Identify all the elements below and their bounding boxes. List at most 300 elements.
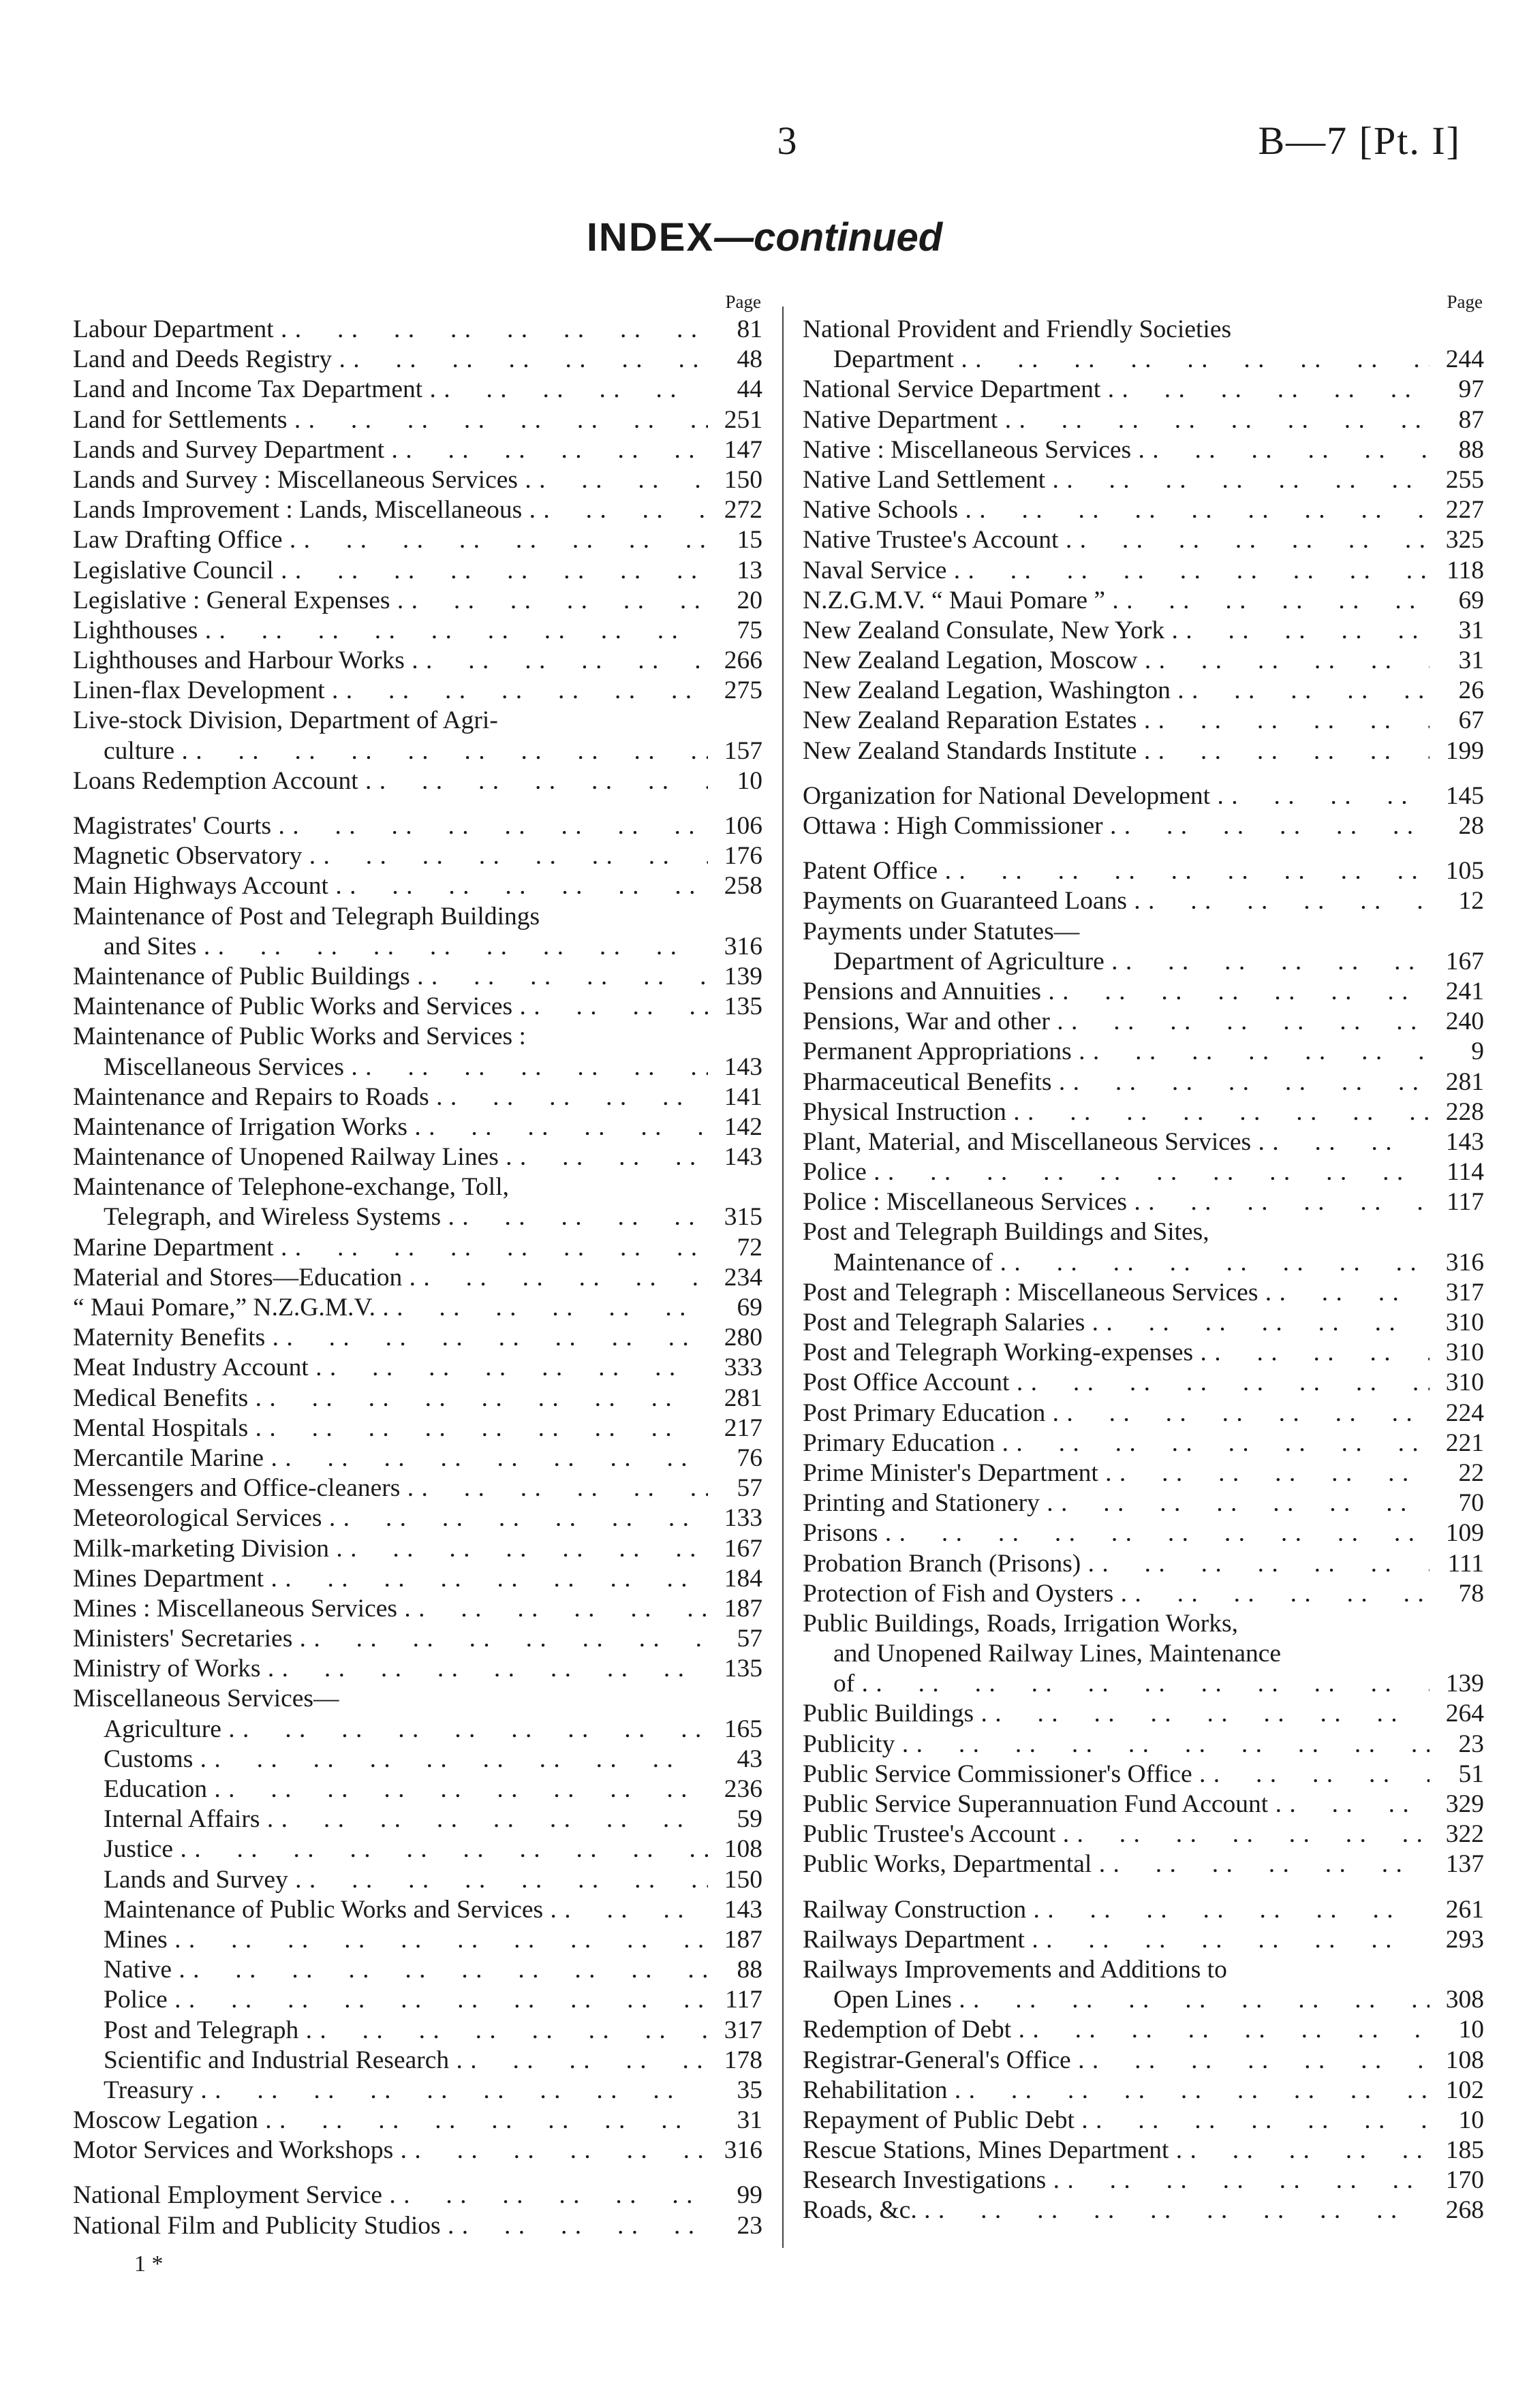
index-entry-page: 22 xyxy=(1458,1458,1484,1487)
index-entry-label: Land for Settlements . . xyxy=(73,405,708,435)
index-entry-label: Agriculture . . xyxy=(73,1715,708,1745)
index-entry-label: National Service Department . . xyxy=(803,375,1430,405)
index-entry xyxy=(803,2195,1484,2225)
index-entry-page: 51 xyxy=(1458,1760,1484,1788)
index-entry-page: 76 xyxy=(737,1443,762,1472)
index-entry-page: 57 xyxy=(737,1625,762,1653)
index-entry xyxy=(73,811,762,841)
index-entry-label: Magnetic Observatory . . xyxy=(73,841,708,871)
signature-mark: 1 * xyxy=(134,2251,164,2277)
index-entry-label: New Zealand Legation, Moscow . . xyxy=(803,646,1430,676)
index-entry xyxy=(73,1955,762,1985)
index-entry-label: Main Highways Account . . xyxy=(73,871,708,901)
index-entry-page: 105 xyxy=(1445,857,1484,886)
index-entry-page: 143 xyxy=(1445,1127,1484,1156)
index-entry-page: 167 xyxy=(1445,947,1484,975)
index-entry-page: 135 xyxy=(724,992,762,1021)
index-entry-page: 217 xyxy=(724,1413,762,1442)
index-entry-label: Department . . xyxy=(803,345,1430,375)
index-entry-label: National Film and Publicity Studios . . xyxy=(73,2211,708,2241)
index-entry-label: Meteorological Services . . xyxy=(73,1503,708,1533)
index-entry-page: 199 xyxy=(1445,736,1484,765)
column-divider xyxy=(782,307,784,2248)
index-entry-label: Prisons . . xyxy=(803,1518,1430,1548)
index-entry-label: Native Land Settlement . . xyxy=(803,465,1430,495)
index-entry-label: Marine Department . . xyxy=(73,1233,708,1263)
index-entry-page: 108 xyxy=(1445,2046,1484,2074)
index-entry-page: 325 xyxy=(1445,526,1484,554)
index-entry-label: Public Service Commissioner's Office . . xyxy=(803,1760,1430,1789)
index-entry-page: 31 xyxy=(1458,616,1484,644)
index-entry-label: and Sites . . xyxy=(73,932,708,962)
index-entry xyxy=(803,1789,1484,1819)
index-entry xyxy=(803,1248,1484,1278)
index-entry xyxy=(803,706,1484,736)
index-entry-label: Internal Affairs . . xyxy=(73,1804,708,1834)
index-entry xyxy=(73,586,762,616)
index-entry-label: Legislative : General Expenses . . xyxy=(73,586,708,616)
index-entry-page: 170 xyxy=(1445,2166,1484,2195)
index-entry xyxy=(73,841,762,871)
index-entry xyxy=(73,1323,762,1353)
index-entry-page: 23 xyxy=(1458,1730,1484,1758)
index-entry-page: 139 xyxy=(724,962,762,990)
index-entry-page: 241 xyxy=(1445,977,1484,1005)
index-entry-page: 310 xyxy=(1445,1339,1484,1367)
index-entry-label: Railways Department . . xyxy=(803,1925,1430,1955)
section-gap xyxy=(73,2165,762,2180)
index-entry-label: Ministers' Secretaries . . xyxy=(73,1624,708,1654)
index-entry xyxy=(73,1654,762,1684)
index-entry-label: Redemption of Debt . . xyxy=(803,2015,1430,2045)
index-entry-label: Public Buildings, Roads, Irrigation Works, xyxy=(803,1609,1238,1638)
index-entry xyxy=(73,2046,762,2076)
index-entry xyxy=(73,736,762,766)
index-entry xyxy=(73,1172,762,1202)
index-entry-page: 268 xyxy=(1445,2196,1484,2225)
index-entry xyxy=(73,1865,762,1895)
index-entry xyxy=(73,646,762,676)
index-entry xyxy=(73,375,762,405)
index-entry xyxy=(73,1503,762,1533)
index-entry xyxy=(803,1428,1484,1458)
index-entry-label: Moscow Legation . . xyxy=(73,2106,708,2136)
index-entry-page: 88 xyxy=(737,1956,762,1984)
index-entry-label: Mines Department . . xyxy=(73,1564,708,1594)
index-entry-label: Telegraph, and Wireless Systems . . xyxy=(73,1202,708,1232)
index-entry xyxy=(73,1142,762,1172)
index-entry xyxy=(803,1458,1484,1488)
index-entry-page: 10 xyxy=(1458,2016,1484,2044)
index-entry xyxy=(803,1338,1484,1368)
index-entry xyxy=(803,917,1484,947)
index-entry xyxy=(803,1639,1484,1669)
index-entry-label: Mines . . xyxy=(73,1925,708,1955)
section-gap xyxy=(73,796,762,811)
index-entry xyxy=(803,1308,1484,1338)
index-entry-label: Native Department . . xyxy=(803,405,1430,435)
index-entry-page: 72 xyxy=(737,1233,762,1262)
index-entry xyxy=(73,1985,762,2015)
index-entry-page: 308 xyxy=(1445,1986,1484,2014)
index-entry xyxy=(803,375,1484,405)
index-entry xyxy=(803,2046,1484,2076)
index-entry-label: Lands and Survey : Miscellaneous Services . . xyxy=(73,465,708,495)
index-entry xyxy=(73,435,762,465)
index-entry-page: 143 xyxy=(724,1895,762,1924)
index-entry-label: Mercantile Marine . . xyxy=(73,1443,708,1473)
index-entry-label: Primary Education . . xyxy=(803,1428,1430,1458)
index-entry-label: Native : Miscellaneous Services . . xyxy=(803,435,1430,465)
index-entry-label: New Zealand Consulate, New York . . xyxy=(803,616,1430,646)
index-entry xyxy=(803,1579,1484,1609)
index-entry-label: Post and Telegraph Buildings and Sites, xyxy=(803,1218,1209,1247)
index-entry-label: Post and Telegraph . . xyxy=(73,2016,708,2046)
index-entry-label: Police . . xyxy=(73,1985,708,2015)
index-entry-label: Protection of Fish and Oysters . . xyxy=(803,1579,1430,1609)
index-entry-label: Linen-flax Development . . xyxy=(73,676,708,706)
index-entry-page: 234 xyxy=(724,1263,762,1292)
index-entry-page: 10 xyxy=(1458,2106,1484,2134)
index-entry-label: Railway Construction . . xyxy=(803,1895,1430,1925)
page-number: 3 xyxy=(777,119,797,163)
index-entry-page: 187 xyxy=(724,1594,762,1623)
index-entry-label: Loans Redemption Account . . xyxy=(73,766,708,796)
index-entry xyxy=(73,1895,762,1925)
index-entry xyxy=(803,435,1484,465)
index-entry-label: Justice . . xyxy=(73,1834,708,1864)
section-gap xyxy=(803,841,1484,856)
index-entry xyxy=(73,1715,762,1745)
index-entry-page: 9 xyxy=(1471,1037,1484,1066)
index-entry-page: 264 xyxy=(1445,1700,1484,1728)
index-entry-page: 114 xyxy=(1447,1158,1484,1187)
index-entry-label: “ Maui Pomare,” N.Z.G.M.V. . . xyxy=(73,1293,708,1323)
index-entry-label: Motor Services and Workshops . . xyxy=(73,2136,708,2165)
document-reference: B—7 [Pt. I] xyxy=(1258,119,1461,163)
index-entry xyxy=(803,1157,1484,1187)
index-entry xyxy=(73,1263,762,1293)
index-entry-page: 35 xyxy=(737,2076,762,2104)
index-entry-label: Probation Branch (Prisons) . . xyxy=(803,1549,1430,1579)
index-entry-label: Post Primary Education . . xyxy=(803,1398,1430,1428)
index-entry xyxy=(73,706,762,736)
index-entry-label: Public Service Superannuation Fund Account . . xyxy=(803,1789,1430,1819)
index-entry-label: Live-stock Division, Department of Agri- xyxy=(73,706,498,735)
index-entry xyxy=(73,1082,762,1112)
index-entry xyxy=(73,405,762,435)
index-entry-label: Scientific and Industrial Research . . xyxy=(73,2046,708,2076)
index-entry xyxy=(803,1187,1484,1217)
index-entry-page: 316 xyxy=(724,2136,762,2165)
index-entry-page: 150 xyxy=(724,1865,762,1894)
index-entry-label: Maternity Benefits . . xyxy=(73,1323,708,1353)
index-entry-label: Pensions and Annuities . . xyxy=(803,977,1430,1007)
index-entry xyxy=(803,1609,1484,1639)
index-entry xyxy=(73,1745,762,1774)
index-entry-label: Permanent Appropriations . . xyxy=(803,1037,1430,1067)
index-entry xyxy=(73,525,762,555)
index-entry xyxy=(803,1398,1484,1428)
index-entry-label: Department of Agriculture . . xyxy=(803,947,1430,977)
index-entry xyxy=(73,465,762,495)
index-entry xyxy=(803,2015,1484,2045)
index-entry xyxy=(803,856,1484,886)
index-entry-label: Roads, &c. . . xyxy=(803,2195,1430,2225)
index-entry-label: Post and Telegraph Working-expenses . . xyxy=(803,1338,1430,1368)
index-entry-label: Rescue Stations, Mines Department . . xyxy=(803,2136,1430,2165)
index-entry-label: Lands and Survey . . xyxy=(73,1865,708,1895)
page-column-heading: Page xyxy=(1447,292,1483,312)
index-entry-page: 44 xyxy=(737,375,762,404)
index-entry-label: Public Works, Departmental . . xyxy=(803,1849,1430,1879)
index-entry-label: Medical Benefits . . xyxy=(73,1383,708,1413)
index-entry xyxy=(803,1730,1484,1760)
index-entry-label: Police . . xyxy=(803,1157,1430,1187)
index-entry-page: 167 xyxy=(724,1534,762,1563)
index-entry xyxy=(803,1007,1484,1037)
index-entry-label: New Zealand Reparation Estates . . xyxy=(803,706,1430,736)
index-entry xyxy=(803,1127,1484,1157)
index-entry xyxy=(803,646,1484,676)
index-entry-label: Printing and Stationery . . xyxy=(803,1488,1430,1518)
index-entry-page: 141 xyxy=(724,1082,762,1111)
index-entry-page: 255 xyxy=(1445,465,1484,494)
index-entry-page: 143 xyxy=(724,1052,762,1081)
index-entry-label: Law Drafting Office . . xyxy=(73,525,708,555)
index-entry-label: Treasury . . xyxy=(73,2076,708,2106)
index-entry-label: Maintenance of Public Works and Services . . xyxy=(73,992,708,1022)
index-entry xyxy=(73,1353,762,1383)
index-entry-label: Maintenance of Public Works and Services : xyxy=(73,1022,526,1051)
index-entry xyxy=(803,1985,1484,2015)
index-entry-label: Mines : Miscellaneous Services . . xyxy=(73,1594,708,1624)
index-entry xyxy=(803,1849,1484,1879)
index-entry-label: Magistrates' Courts . . xyxy=(73,811,708,841)
index-entry-page: 317 xyxy=(1445,1278,1484,1307)
index-entry-page: 315 xyxy=(724,1203,762,1232)
index-entry-label: Land and Income Tax Department . . xyxy=(73,375,708,405)
index-entry xyxy=(73,2076,762,2106)
section-gap xyxy=(803,766,1484,781)
index-entry xyxy=(803,1819,1484,1849)
index-entry-label: Post Office Account . . xyxy=(803,1368,1430,1398)
index-entry-label: Material and Stores—Education . . xyxy=(73,1263,708,1293)
index-column-left xyxy=(73,289,762,2241)
index-entry xyxy=(73,1473,762,1503)
index-entry xyxy=(73,1112,762,1142)
index-entry xyxy=(73,495,762,525)
index-entry xyxy=(803,1368,1484,1398)
index-entry-page: 280 xyxy=(724,1324,762,1352)
index-entry-page: 59 xyxy=(737,1805,762,1834)
index-entry-label: Public Trustee's Account . . xyxy=(803,1819,1430,1849)
index-entry-label: Ministry of Works . . xyxy=(73,1654,708,1684)
index-entry-page: 333 xyxy=(724,1354,762,1382)
index-entry-label: Open Lines . . xyxy=(803,1985,1430,2015)
index-entry-page: 150 xyxy=(724,465,762,494)
index-entry-page: 275 xyxy=(724,676,762,705)
index-entry-label: Lands Improvement : Lands, Miscellaneous . . xyxy=(73,495,708,525)
index-entry-label: Maintenance of Public Works and Services . . xyxy=(73,1895,708,1925)
index-entry xyxy=(803,1895,1484,1925)
index-entry-page: 81 xyxy=(737,315,762,343)
index-entry xyxy=(73,2136,762,2165)
index-entry-label: Police : Miscellaneous Services . . xyxy=(803,1187,1430,1217)
index-entry-label: Payments under Statutes— xyxy=(803,917,1080,945)
index-entry-page: 23 xyxy=(737,2211,762,2240)
index-entry-page: 20 xyxy=(737,586,762,614)
index-entry xyxy=(73,1774,762,1804)
index-entry-page: 178 xyxy=(724,2046,762,2074)
index-entry xyxy=(73,2180,762,2210)
index-entry xyxy=(73,556,762,586)
index-entry-label: Maintenance of Telephone-exchange, Toll, xyxy=(73,1173,509,1202)
index-entry-page: 244 xyxy=(1445,345,1484,374)
index-entry xyxy=(73,2211,762,2241)
index-entry-label: Payments on Guaranteed Loans . . xyxy=(803,886,1430,916)
index-entry xyxy=(803,345,1484,375)
index-entry-label: Meat Industry Account . . xyxy=(73,1353,708,1383)
index-entry-label: New Zealand Standards Institute . . xyxy=(803,736,1430,766)
index-entry xyxy=(73,616,762,646)
index-entry-page: 322 xyxy=(1445,1820,1484,1849)
index-entry-page: 185 xyxy=(1445,2136,1484,2165)
index-entry-page: 281 xyxy=(724,1383,762,1412)
index-entry-page: 266 xyxy=(724,646,762,675)
index-entry xyxy=(803,1669,1484,1699)
index-entry-page: 99 xyxy=(737,2181,762,2210)
index-entry-label: Ottawa : High Commissioner . . xyxy=(803,811,1430,841)
index-entry xyxy=(803,977,1484,1007)
index-entry-label: Labour Department . . xyxy=(73,315,708,345)
index-entry-label: Public Buildings . . xyxy=(803,1699,1430,1729)
index-entry-label: Pensions, War and other . . xyxy=(803,1007,1430,1037)
index-entry-page: 135 xyxy=(724,1655,762,1683)
index-entry-label: National Provident and Friendly Societies xyxy=(803,315,1232,343)
index-entry-page: 139 xyxy=(1445,1670,1484,1698)
index-entry-page: 329 xyxy=(1445,1790,1484,1818)
index-entry xyxy=(803,1549,1484,1579)
index-entry-label: Physical Instruction . . xyxy=(803,1097,1430,1127)
index-entry xyxy=(73,1443,762,1473)
index-entry xyxy=(803,811,1484,841)
index-entry-label: New Zealand Legation, Washington . . xyxy=(803,676,1430,706)
index-entry xyxy=(73,676,762,706)
index-entry-label: Maintenance of . . xyxy=(803,1248,1430,1278)
index-entry-page: 69 xyxy=(737,1294,762,1322)
index-entry-page: 69 xyxy=(1458,586,1484,614)
index-entry xyxy=(73,1052,762,1082)
index-entry-page: 111 xyxy=(1447,1549,1484,1578)
index-entry-page: 317 xyxy=(724,2016,762,2044)
index-entry-page: 293 xyxy=(1445,1925,1484,1954)
index-entry-label: Maintenance and Repairs to Roads . . xyxy=(73,1082,708,1112)
index-entry-label: Land and Deeds Registry . . xyxy=(73,345,708,375)
index-entry xyxy=(803,465,1484,495)
index-entry xyxy=(803,1488,1484,1518)
index-entry-label: Milk-marketing Division . . xyxy=(73,1534,708,1564)
index-entry xyxy=(73,992,762,1022)
index-entry xyxy=(803,1955,1484,1985)
index-entry xyxy=(803,1518,1484,1548)
index-entry-label: Native Schools . . xyxy=(803,495,1430,525)
index-entry-page: 137 xyxy=(1445,1850,1484,1879)
index-entry-page: 88 xyxy=(1458,435,1484,464)
index-entry-label: Mental Hospitals . . xyxy=(73,1413,708,1443)
index-entry-label: Lighthouses . . xyxy=(73,616,708,646)
index-entry xyxy=(73,1834,762,1864)
index-entry-label: Maintenance of Unopened Railway Lines . . xyxy=(73,1142,708,1172)
index-entry xyxy=(803,676,1484,706)
index-entry xyxy=(73,871,762,901)
index-entry-page: 142 xyxy=(724,1112,762,1141)
index-entry xyxy=(73,1413,762,1443)
index-entry xyxy=(803,556,1484,586)
index-entry-label: Legislative Council . . xyxy=(73,556,708,586)
index-entry-page: 228 xyxy=(1445,1097,1484,1126)
index-entry xyxy=(73,2016,762,2046)
index-entry xyxy=(73,1804,762,1834)
index-entry-page: 221 xyxy=(1445,1428,1484,1457)
index-entry-page: 236 xyxy=(724,1775,762,1803)
index-entry-label: Naval Service . . xyxy=(803,556,1430,586)
index-entry xyxy=(73,962,762,992)
index-entry-label: Research Investigations . . xyxy=(803,2165,1430,2195)
index-entry-label: Publicity . . xyxy=(803,1730,1430,1760)
index-entry-page: 31 xyxy=(1458,646,1484,675)
index-entry-page: 261 xyxy=(1445,1895,1484,1924)
index-entry-page: 227 xyxy=(1445,496,1484,525)
index-entry-label: Repayment of Public Debt . . xyxy=(803,2106,1430,2136)
index-entry-page: 78 xyxy=(1458,1579,1484,1608)
index-entry-page: 224 xyxy=(1445,1398,1484,1427)
index-entry xyxy=(803,2165,1484,2195)
index-entry xyxy=(803,2076,1484,2106)
index-entry xyxy=(73,1624,762,1654)
index-entry-label: Messengers and Office-cleaners . . xyxy=(73,1473,708,1503)
index-entry-label: culture . . xyxy=(73,736,708,766)
index-entry-label: Rehabilitation . . xyxy=(803,2076,1430,2106)
index-entry xyxy=(803,1067,1484,1097)
index-entry-label: Plant, Material, and Miscellaneous Services . . xyxy=(803,1127,1430,1157)
index-entry-label: Maintenance of Irrigation Works . . xyxy=(73,1112,708,1142)
index-entry xyxy=(803,781,1484,811)
index-entry xyxy=(803,886,1484,916)
index-entry xyxy=(803,1925,1484,1955)
index-entry xyxy=(73,1202,762,1232)
index-entry-page: 157 xyxy=(724,736,762,765)
index-entry-page: 43 xyxy=(737,1745,762,1773)
title-main: INDEX xyxy=(586,215,715,260)
index-entry-page: 106 xyxy=(724,812,762,840)
index-column-right xyxy=(803,289,1484,2226)
index-entry-page: 251 xyxy=(724,405,762,434)
index-entry-page: 12 xyxy=(1458,887,1484,916)
index-entry xyxy=(803,1760,1484,1789)
index-entry-label: Miscellaneous Services— xyxy=(73,1685,339,1713)
index-entry-label: Post and Telegraph : Miscellaneous Services . . xyxy=(803,1278,1430,1308)
index-entry xyxy=(73,1233,762,1263)
section-gap xyxy=(803,1880,1484,1895)
index-entry-label: Prime Minister's Department . . xyxy=(803,1458,1430,1488)
index-entry-page: 165 xyxy=(724,1715,762,1743)
index-entry-page: 48 xyxy=(737,345,762,374)
index-entry-label: Railways Improvements and Additions to xyxy=(803,1955,1227,1984)
index-entry-page: 57 xyxy=(737,1474,762,1503)
index-entry-page: 310 xyxy=(1445,1369,1484,1397)
index-entry-label: Education . . xyxy=(73,1774,708,1804)
